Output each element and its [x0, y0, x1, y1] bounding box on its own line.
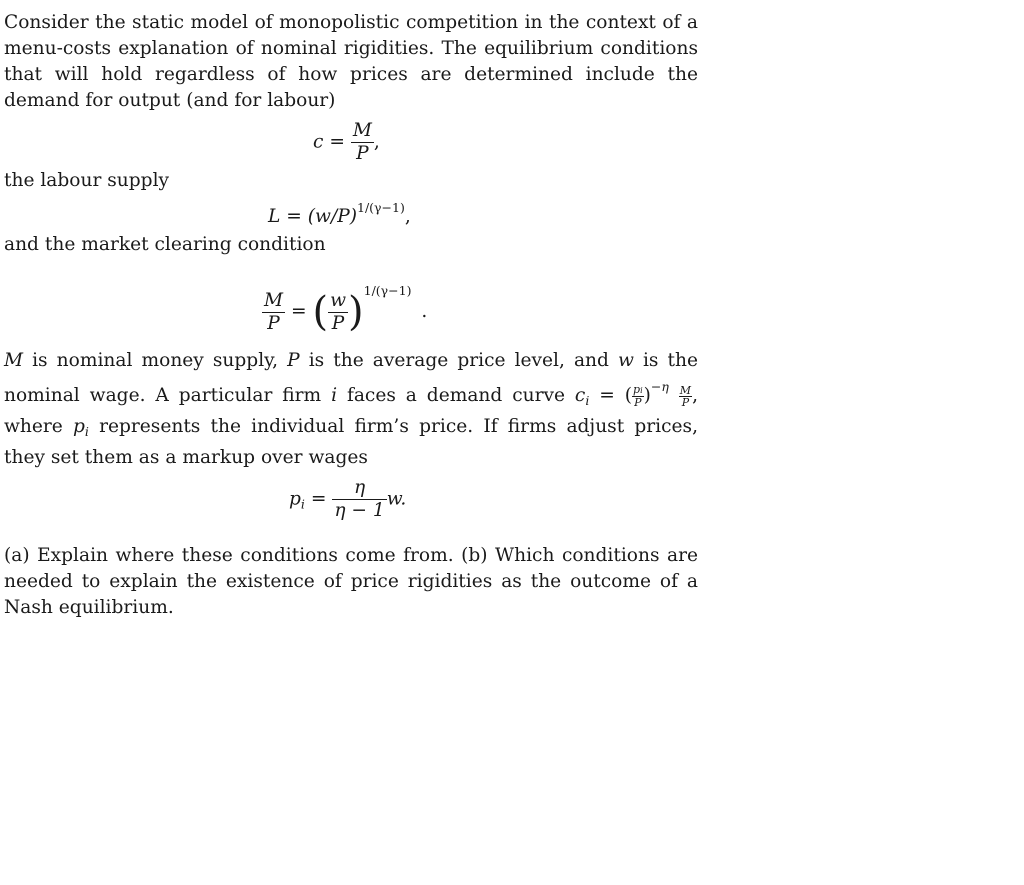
comma: ,	[404, 206, 411, 227]
sym-i: i	[331, 385, 338, 406]
comma: ,	[692, 385, 698, 406]
inline-p: p	[633, 383, 641, 396]
sym-P: P	[287, 350, 300, 371]
numerator-M: M	[352, 120, 372, 141]
var-L: L	[268, 206, 281, 227]
defs-text-5: where	[4, 416, 73, 437]
question-paragraph: (a) Explain where these conditions come from. (b) Which conditions are needed to explain the existence of price rigidities as the outcome of a Nash equilibrium.	[4, 545, 698, 618]
denominator-eta-minus-1: η − 1	[334, 500, 385, 521]
sub-i: i	[300, 496, 305, 512]
fraction-w-over-P	[328, 290, 348, 335]
w-dot: w.	[386, 488, 407, 510]
fraction-M-over-P	[262, 290, 285, 335]
sym-M: M	[4, 350, 24, 371]
equals-sign: =	[310, 488, 327, 510]
inline-num-M: M	[679, 383, 692, 397]
inline-i: i	[640, 386, 643, 395]
period: .	[421, 301, 428, 322]
inline-frac-pi-over-P	[632, 384, 644, 408]
inline-frac-M-over-P	[679, 385, 692, 408]
equals-sign: =	[599, 385, 615, 406]
numerator-M: M	[264, 289, 284, 311]
intro-paragraph: Consider the static model of monopolistic competition in the context of a menu-costs explanation of nominal rigidities. The equilibrium conditions that will hold regardless of how prices are determined include the demand for output (and for labour)	[4, 12, 698, 111]
market-clearing-equation	[262, 278, 427, 335]
inline-left-paren: (	[624, 385, 633, 406]
labour-supply-paragraph: the labour supply	[4, 170, 170, 191]
defs-text-2: is the average price level, and	[299, 350, 618, 371]
market-clearing-paragraph: and the market clearing condition	[4, 234, 326, 255]
numerator-w: w	[330, 289, 347, 311]
var-p: p	[289, 488, 301, 510]
inline-den-P: P	[681, 395, 690, 409]
fraction-M-over-P	[351, 120, 374, 165]
var-c: c	[313, 131, 324, 153]
defs-text-4: faces a demand curve	[337, 385, 575, 406]
left-paren: (	[312, 289, 329, 335]
defs-text-1: is nominal money supply,	[23, 350, 288, 371]
defs-text-3: is the nominal wage. A particular firm	[4, 350, 698, 406]
labour-supply-equation	[268, 195, 411, 230]
labour-exponent: 1/(γ−1)	[357, 200, 405, 215]
numerator-eta: η	[332, 477, 386, 500]
fraction-eta-over-eta-minus-1	[332, 477, 386, 522]
sub-i: i	[585, 393, 590, 408]
markup-equation	[289, 477, 406, 522]
comma: ,	[373, 131, 380, 153]
denominator-P: P	[267, 312, 280, 334]
right-paren: )	[348, 289, 364, 335]
equals-sign: =	[290, 301, 307, 322]
sym-w: w	[618, 350, 634, 371]
denominator-P: P	[331, 312, 345, 334]
market-exponent: 1/(γ−1)	[363, 283, 412, 298]
labour-rhs: (w/P)	[307, 206, 357, 227]
equals-sign: =	[286, 206, 302, 227]
sub-i: i	[84, 424, 89, 439]
sym-c: c	[574, 385, 586, 406]
equals-sign: =	[329, 131, 345, 153]
neg-eta-exponent: −η	[650, 379, 669, 394]
defs-text-6: represents the individual firm’s price. If firms adjust prices, they set them as a markup over wages	[4, 416, 698, 468]
denominator-P: P	[356, 143, 369, 164]
inline-right-paren: )	[643, 385, 651, 406]
definitions-paragraph	[4, 348, 698, 471]
inline-den-P: P	[634, 396, 642, 409]
demand-equation	[313, 120, 380, 165]
sym-p: p	[73, 416, 85, 437]
